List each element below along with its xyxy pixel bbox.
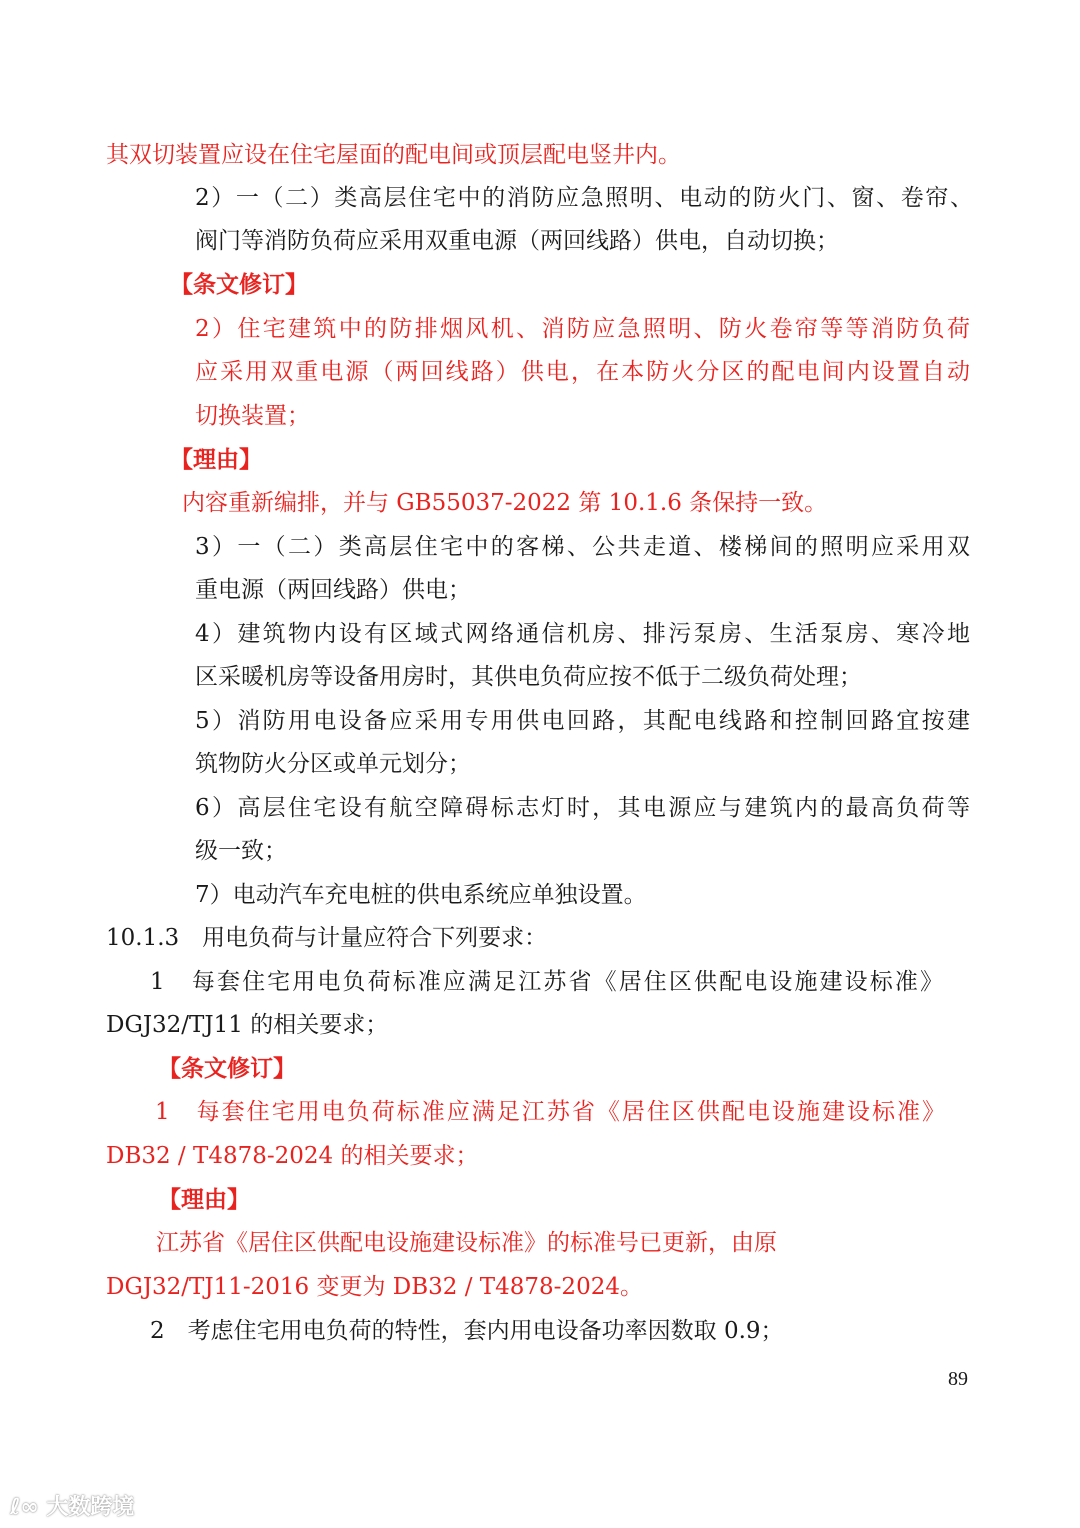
watermark-logo — [10, 1490, 134, 1521]
text-line: DB32 / T4878-2024 的相关要求； — [106, 1143, 479, 1169]
text-line: DGJ32/TJ11 的相关要求； — [106, 1012, 389, 1038]
text-line: 其双切装置应设在住宅屋面的配电间或顶层配电竖井内。 — [106, 142, 681, 168]
text-line: 3）一（二）类高层住宅中的客梯、公共走道、楼梯间的照明应采用双 — [195, 534, 970, 560]
revision-heading: 【条文修订】 — [170, 271, 308, 298]
text-line: 江苏省《居住区供配电设施建设标准》的标准号已更新，由原 — [156, 1230, 777, 1256]
text-line: 7）电动汽车充电桩的供电系统应单独设置。 — [195, 882, 647, 908]
text-line: 1 每套住宅用电负荷标准应满足江苏省《居住区供配电设施建设标准》 — [150, 969, 943, 995]
text-line: 级一致； — [195, 838, 287, 864]
text-line: 阀门等消防负荷应采用双重电源（两回线路）供电，自动切换； — [195, 228, 839, 254]
text-line: 6）高层住宅设有航空障碍标志灯时，其电源应与建筑内的最高负荷等 — [195, 795, 970, 821]
text-line: 2 考虑住宅用电负荷的特性，套内用电设备功率因数取 0.9； — [150, 1318, 784, 1344]
text-line: 切换装置； — [195, 403, 310, 429]
watermark-text: 大数跨境 — [46, 1495, 135, 1520]
page-number: 89 — [948, 1368, 968, 1390]
text-line: 1 每套住宅用电负荷标准应满足江苏省《居住区供配电设施建设标准》 — [155, 1099, 945, 1125]
text-line: 重电源（两回线路）供电； — [195, 577, 471, 603]
text-line: 应采用双重电源（两回线路）供电，在本防火分区的配电间内设置自动 — [195, 359, 970, 385]
text-line: 内容重新编排，并与 GB55037-2022 第 10.1.6 条保持一致。 — [182, 490, 828, 516]
text-line: 筑物防火分区或单元划分； — [195, 751, 471, 777]
watermark-icon: ℓ∞ — [10, 1495, 47, 1520]
revision-heading: 【条文修订】 — [158, 1055, 296, 1082]
reason-heading: 【理由】 — [170, 446, 262, 473]
text-line: DGJ32/TJ11-2016 变更为 DB32 / T4878-2024。 — [106, 1274, 643, 1300]
text-line: 5）消防用电设备应采用专用供电回路，其配电线路和控制回路宜按建 — [195, 708, 970, 734]
text-line: 2）一（二）类高层住宅中的消防应急照明、电动的防火门、窗、卷帘、 — [195, 185, 973, 211]
clause-heading: 10.1.3 用电负荷与计量应符合下列要求： — [106, 925, 548, 951]
text-line: 区采暖机房等设备用房时，其供电负荷应按不低于二级负荷处理； — [195, 664, 862, 690]
text-line: 2）住宅建筑中的防排烟风机、消防应急照明、防火卷帘等等消防负荷 — [195, 316, 970, 342]
reason-heading: 【理由】 — [158, 1186, 250, 1213]
text-line: 4）建筑物内设有区域式网络通信机房、排污泵房、生活泵房、寒冷地 — [195, 621, 970, 647]
